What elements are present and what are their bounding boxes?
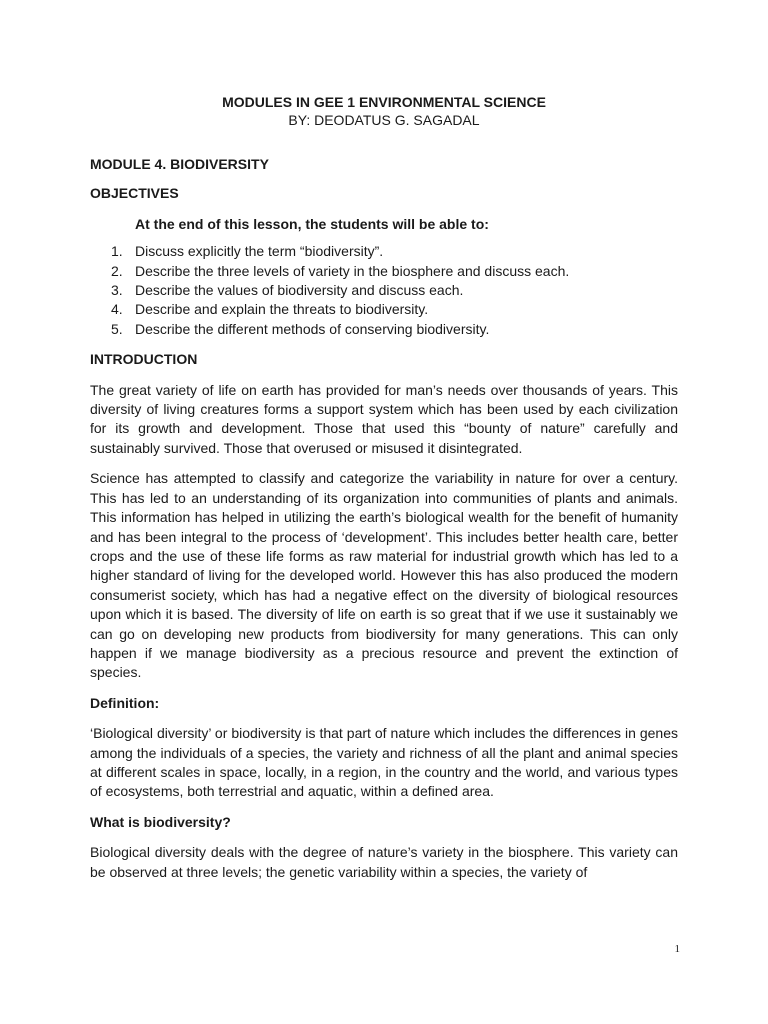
objectives-lead: At the end of this lesson, the students will be able to: [135,215,489,232]
document-author: BY: DEODATUS G. SAGADAL [288,112,480,128]
introduction-paragraph-1: The great variety of life on earth has provided for man’s needs over thousands of years. This diversity of living creatures forms a support system which has been used by each civilization for its growth and development. Those that used this “bounty of nature” carefully and sustainably survived. Those that overused or misused it disintegrated. [90,381,678,456]
list-item-number: 3. [111,282,123,299]
introduction-paragraph-2: Science has attempted to classify and categorize the variability in nature for over a century. This has led to an understanding of its organization into communities of plants and animals. This information has helped in utilizing the earth’s biological wealth for the benefit of humanity and has been integral to the process of ‘development’. This includes better health care, better crops and the use of these life forms as raw material for industrial growth which has led to a higher standard of living for the developed world. However this has also produced the modern consumerist society, which has had a negative effect on the diversity of biological resources upon which it is based. The diversity of life on earth is so great that if we use it sustainably we can go on developing new products from biodiversity for many generations. This can only happen if we manage biodiversity as a precious resource and prevent the extinction of species. [90,470,678,681]
list-item [90,281,678,300]
list-item-number: 2. [111,262,123,279]
list-item-text: Describe the values of biodiversity and discuss each. [135,282,464,299]
list-item [90,320,678,339]
module-title: MODULE 4. BIODIVERSITY [90,156,269,172]
definition-heading: Definition: [90,694,160,711]
document-title: MODULES IN GEE 1 ENVIRONMENTAL SCIENCE [222,94,546,110]
page-number: 1 [674,943,680,955]
objectives-list [90,242,678,339]
list-item-number: 1. [111,243,123,260]
list-item-text: Describe the different methods of conserving biodiversity. [135,320,490,337]
list-item-number: 4. [111,301,123,318]
list-item-number: 5. [111,320,123,337]
what-is-biodiversity-paragraph: Biological diversity deals with the degree of nature’s variety in the biosphere. This variety can be observed at three levels; the genetic variability within a species, the variety of [90,844,678,880]
list-item [90,242,678,261]
list-item [90,300,678,319]
list-item [90,262,678,281]
what-is-biodiversity-heading: What is biodiversity? [90,813,231,830]
objectives-heading: OBJECTIVES [90,185,179,202]
list-item-text: Describe the three levels of variety in the biosphere and discuss each. [135,262,570,279]
list-item-text: Describe and explain the threats to biodiversity. [135,301,429,318]
document-body [90,155,678,893]
introduction-heading: INTRODUCTION [90,351,198,368]
definition-paragraph: ‘Biological diversity’ or biodiversity is that part of nature which includes the differences in genes among the individuals of a species, the variety and richness of all the plant and animal species at different scales in space, locally, in a region, in the country and the world, and various types of ecosystems, both terrestrial and aquatic, within a defined area. [90,725,678,800]
list-item-text: Discuss explicitly the term “biodiversity”. [135,243,384,260]
